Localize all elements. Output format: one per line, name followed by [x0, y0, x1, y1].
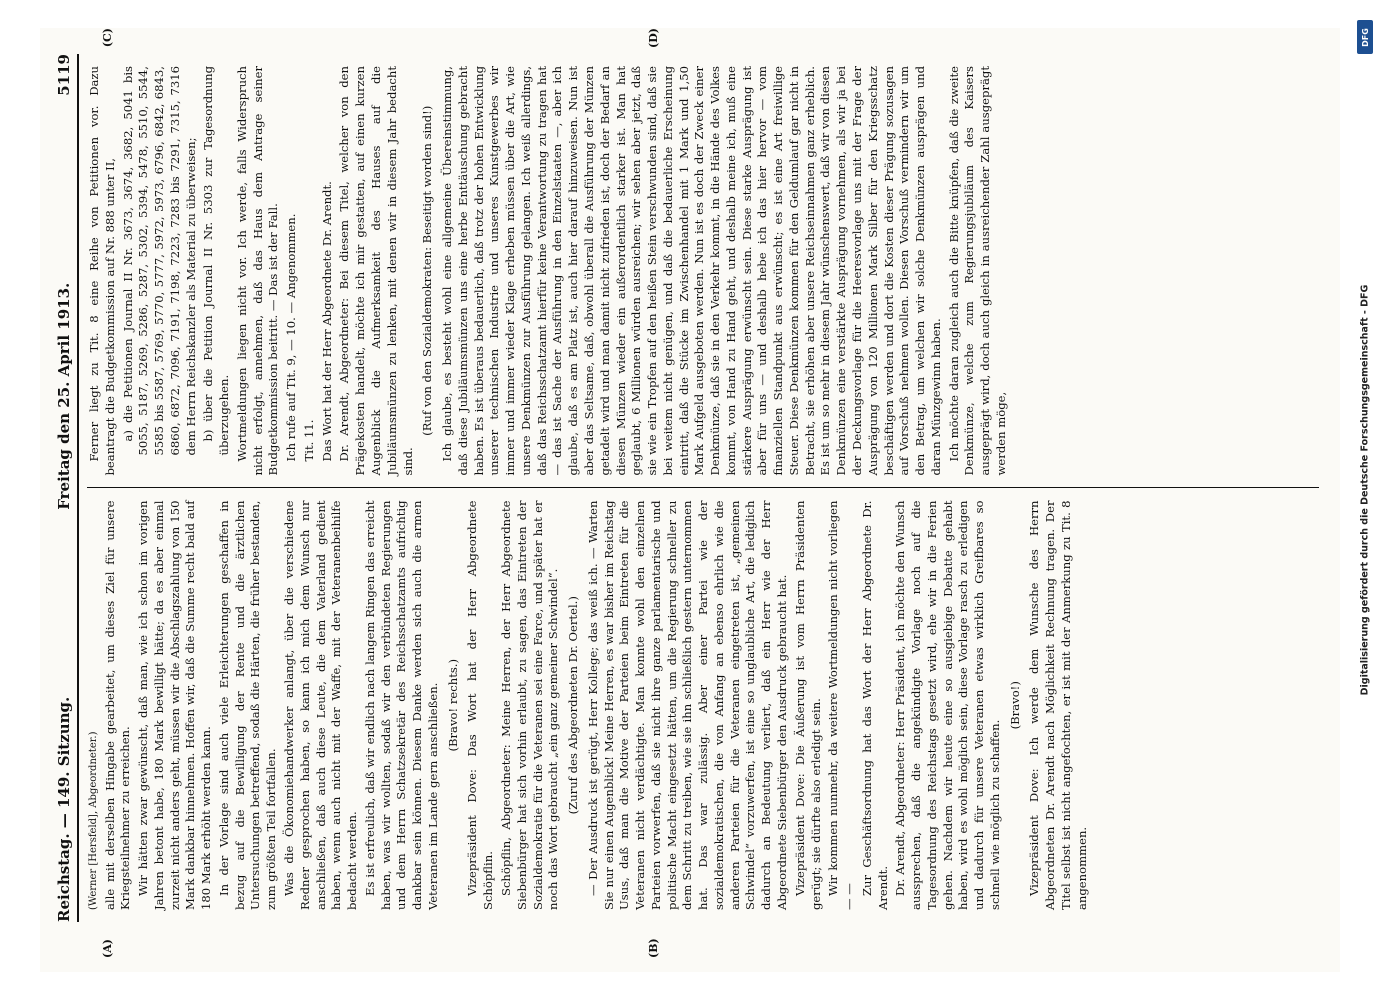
applause-note: (Bravo!): [1007, 681, 1022, 730]
speech-paragraph: Dr. Arendt, Abgeordneter: Bei diesem Titel, welcher von den Prägekosten handelt, möchte ich mir gestatten, auf einen kurzen Augenblick die Aufmerksamkeit des Hauses auf die Jubiläumsmünzen zu lenken, mit denen wir in diesem Jahr bedacht sind.: [337, 66, 415, 476]
speech-paragraph: Schöpflin, Abgeordneter: Meine Herren, der Herr Abgeordnete Siebenbürger hat sich vorhin erlaubt, zu sagen, das Eintreten der Sozialdemokratie für die Veteranen sei eine Farce, und später hat er noch das Wort gebraucht „ein ganz gemeiner Schwindel“.: [498, 500, 561, 910]
paragraph: Wortmeldungen liegen nicht vor. Ich werde, falls Widerspruch nicht erfolgt, annehmen, daß das Haus dem Antrage seiner Budgetkommission beitritt. — Das ist der Fall.: [234, 66, 281, 476]
scanned-page: [40, 28, 1340, 972]
speech-paragraph: Ich glaube, es besteht wohl eine allgemeine Übereinstimmung, daß diese Jubiläumsmünzen uns eine herbe Enttäuschung gebracht haben. Es ist überaus bedauerlich, daß trotz der hohen Entwicklung unserer technischen Industrie und unseres Kunstgewerbes wir immer und immer wieder Klage erheben müssen über die Art, wie unsere Denkmünzen zur Ausführung gelangen. Ich weiß allerdings, daß das Reichsschatzamt hierfür keine Verantwortung zu tragen hat — das ist Sache der Ausführung in den Einzelstaaten —, aber ich glaube, daß es am Platz ist, auch hier darauf hinzuweisen. Nun ist aber das Seltsame, daß, obwohl überall die Ausführung der Münzen getadelt wird und man damit nicht zufrieden ist, doch der Bedarf an diesen Münzen wieder ein außerordentlich starker ist. Man hat geglaubt, 6 Millionen würden ausreichen; wir sehen aber jetzt, daß sie wie ein Tropfen auf den heißen Stein verschwunden sind, daß sie bei weitem nicht genügen, und daß die bedauerliche Erscheinung eintritt, daß die Stücke im Zwischenhandel mit 1 Mark und 1,50 Mark Aufgeld ausgeboten werden. Nun ist es doch der Zweck einer Denkmünze, daß sie in den Verkehr kommt, in die Hände des Volkes kommt, von Hand zu Hand geht, und deshalb meine ich, muß eine stärkere Ausprägung erwünscht sein. Diese starke Ausprägung ist aber für uns — und deshalb hebe ich das hier hervor — vom finanziellen Standpunkt aus erwünscht; es ist eine Art freiwillige Steuer. Diese Denkmünzen kommen für den Geldumlauf gar nicht in Betracht, sie erhöhen aber unsere Reichseinnahmen ganz erheblich. Es ist um so mehr in diesem Jahr wünschenswert, daß wir von diesen Denkmünzen eine verstärkte Ausprägung vornehmen, als wir ja bei der Deckungsvorlage für die Heeresvorlage uns mit der Frage der Ausprägung von 120 Millionen Mark Silber für den Kriegsschatz beschäftigen werden und dort die Kosten dieser Prägung sozusagen auf Vorschuß nehmen wollen. Diesen Vorschuß vermindern wir um den Betrag, um welchen wir solche Denkmünzen ausprägen und daran Münzgewinn haben.: [440, 66, 943, 476]
margin-marker-d: (D): [647, 28, 660, 48]
paragraph: In der Vorlage sind auch viele Erleichterungen geschaffen in bezug auf die Bewilligung der Rente und die ärztlichen Untersuchungen betreffend, sodaß die Härten, die früher bestanden, zum größten Teil fortfallen.: [216, 500, 279, 910]
paragraph: Ferner liegt zu Tit. 8 eine Reihe von Petitionen vor. Dazu beantragt die Budgetkommission auf Nr. 888 unter II,: [87, 66, 117, 476]
page-header: [55, 54, 79, 922]
interjection-note: (Zuruf des Abgeordneten Dr. Oertel.): [566, 596, 581, 815]
paragraph: Das Wort hat der Herr Abgeordnete Dr. Arendt.: [319, 181, 334, 462]
paragraph: Ich rufe auf Tit. 9, — 10. — Angenommen.: [284, 213, 299, 462]
text-columns: [87, 28, 1319, 958]
interjection-note: (Ruf von den Sozialdemokraten: Beseitigt worden sind!): [420, 105, 435, 436]
paragraph: alle mit derselben Hingabe gearbeitet, um dieses Ziel für unsere Kriegsteilnehmer zu erreichen.: [102, 500, 133, 910]
speaker-continuation: (Werner [Hersfeld], Abgeordneter.): [88, 731, 99, 910]
page-content: [45, 28, 1335, 968]
vice-president-remark: Zur Geschäftsordnung hat das Wort der Herr Abgeordnete Dr. Arendt.: [859, 500, 890, 910]
margin-marker-b: (B): [647, 938, 660, 958]
dfg-logo-icon: DFG: [1357, 20, 1373, 54]
speech-paragraph: Dr. Arendt, Abgeordneter: Herr Präsident, ich möchte den Wunsch aussprechen, daß die angekündigte Vorlage noch auf die Tagesordnung des Reichstags gesetzt wird, ehe wir in die Ferien gehen. Nachdem wir heute eine so ausgiebige Debatte gehabt haben, wird es wohl möglich sein, diese Vorlage rasch zu erledigen und dadurch für unsere Veteranen etwas wirklich Greifbares so schnell wie möglich zu schaffen.: [893, 500, 1002, 910]
vice-president-remark: Vizepräsident Dove: Die Äußerung ist vom Herrn Präsidenten gerügt; sie dürfte also erledigt sein.: [792, 500, 823, 910]
title-heading: Tit. 11.: [301, 419, 316, 462]
petition-item-b: b) über die Petition Journal II Nr. 5303 zur Tagesordnung überzugehen.: [201, 66, 232, 456]
margin-marker-a: (A): [101, 939, 114, 958]
paragraph: Wir hätten zwar gewünscht, daß man, wie ich schon im vorigen Jahren betont habe, 180 Mark bewilligt hätte; da es aber einmal zurzeit nicht anders geht, müssen wir die Abschlagszahlung von 150 Mark dankbar hinnehmen. Hoffen wir, daß die Summe recht bald auf 180 Mark erhöht werden kann.: [136, 500, 214, 910]
margin-marker-c: (C): [101, 28, 114, 48]
paragraph: Es ist erfreulich, daß wir endlich nach langem Ringen das erreicht haben, was wir wollten, sodaß wir den verbündeten Regierungen und dem Herrn Schatzsekretär des Reichsschatzamts aufrichtig dankbar sein können. Diesem Danke werden sich auch die armen Veteranen im Lande gern anschließen.: [362, 500, 440, 910]
speech-paragraph: — Der Ausdruck ist gerügt, Herr Kollege; das weiß ich. — Warten Sie nur einen Augenblick! Meine Herren, es war bisher im Reichstag Usus, daß man die Motive der Parteien beim Eintreten für die Veteranen nicht verdächtigte. Man konnte wohl den einzelnen Parteien vorwerfen, daß sie nicht ihre ganze parlamentarische und politische Macht eingesetzt hätten, um die Regierung schneller zu dem Schritt zu treiben, wie sie ihn schließlich gestern unternommen hat. Das war zulässig. Aber einer Partei wie der sozialdemokratischen, die von Anfang an ebenso ehrlich wie die anderen Parteien für die Veteranen eingetreten ist, „gemeinen Schwindel“ vorzuwerfen, ist eine so unglaubliche Art, die lediglich dadurch an Bedeutung verliert, daß ein Herr wie der Herr Abgeordnete Siebenbürger den Ausdruck gebraucht hat.: [585, 500, 789, 910]
left-column: [87, 489, 1319, 958]
page-number: 5119: [55, 54, 73, 96]
petition-item-a: a) die Petitionen Journal II Nr. 3673, 3674, 3682, 5041 bis 5055, 5187, 5269, 5286, 5287, 5302, 5394, 5478, 5510, 5544, 5585 bis 5587, 5769, 5770, 5777, 5972, 5973, 6796, 6842, 6843, 6860, 6872, 7096, 7191, 7198, 7223, 7283 bis 7291, 7315, 7316 dem Herrn Reichskanzler als Material zu überweisen;: [120, 66, 198, 456]
vice-president-remark: Wir kommen nunmehr, da weitere Wortmeldungen nicht vorliegen — —: [826, 500, 857, 910]
header-date: Freitag den 25. April 1913.: [55, 282, 73, 510]
applause-note: (Bravo! rechts.): [445, 658, 460, 752]
vice-president-remark: Vizepräsident Dove: Das Wort hat der Herr Abgeordnete Schöpflin.: [465, 500, 496, 910]
paragraph: Was die Ökonomiehandwerker anlangt, über die verschiedene Redner gesprochen haben, so kann ich mich dem Wunsch nur anschließen, daß auch diese Leute, die dem Vaterland gedient haben, wenn auch nicht mit der Waffe, mit der Veteranenbeihilfe bedacht werden.: [282, 500, 360, 910]
digitization-sidebar: [1355, 20, 1375, 960]
speech-paragraph: Ich möchte daran zugleich auch die Bitte knüpfen, daß die zweite Denkmünze, welche zum Regierungsjubiläum des Kaisers ausgeprägt wird, doch auch gleich in ausreichender Zahl ausgeprägt werden möge,: [946, 66, 1008, 476]
vice-president-remark: Vizepräsident Dove: Ich werde dem Wunsche des Herrn Abgeordneten Dr. Arendt nach Möglichkeit Rechnung tragen. Der Titel selbst ist nicht angefochten, er ist mit der Anmerkung zu Tit. 8 angenommen.: [1027, 500, 1089, 910]
digitization-credit: Digitalisierung gefördert durch die Deutsche Forschungsgemeinschaft - DFG: [1359, 284, 1371, 696]
header-session: Reichstag. — 149. Sitzung.: [55, 696, 73, 922]
right-column: [87, 28, 1319, 489]
